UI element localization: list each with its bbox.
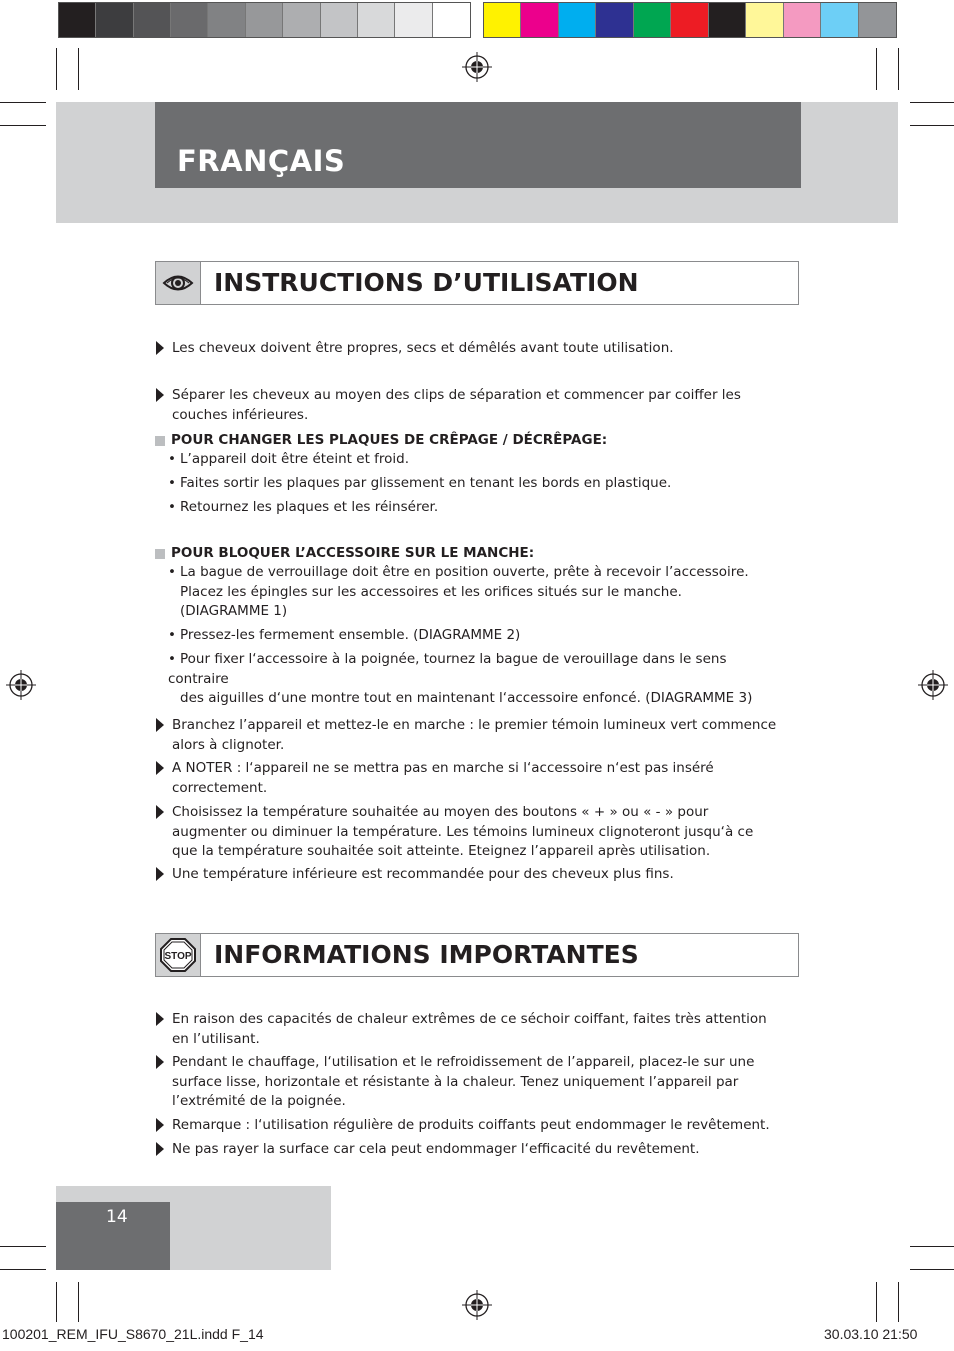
section-icon-box bbox=[156, 262, 201, 304]
gray-swatch bbox=[283, 3, 320, 37]
crop-mark bbox=[910, 102, 954, 103]
arrow-bullet-icon bbox=[156, 1055, 164, 1069]
crop-mark bbox=[78, 48, 79, 90]
bullet-text: (DIAGRAMME 1) bbox=[180, 603, 288, 619]
crop-mark bbox=[898, 1282, 899, 1322]
registration-mark-icon bbox=[6, 670, 36, 700]
arrow-bullet-icon bbox=[156, 805, 164, 819]
section-title: INFORMATIONS IMPORTANTES bbox=[214, 940, 639, 969]
crop-mark bbox=[0, 1269, 46, 1270]
subheading: POUR CHANGER LES PLAQUES DE CRÊPAGE / DÉCRÊPAGE: bbox=[171, 432, 608, 448]
stop-sign-icon bbox=[156, 934, 200, 976]
arrow-bullet-icon bbox=[156, 761, 164, 775]
bullet-text: Placez les épingles sur les accessoires et les orifices situés sur le manche. bbox=[180, 583, 682, 600]
bullet-item: • Faites sortir les plaques par glissement en tenant les bords en plastique. bbox=[168, 475, 672, 491]
color-swatch bbox=[746, 3, 783, 37]
paragraph: Les cheveux doivent être propres, secs et démêlés avant toute utilisation. bbox=[172, 340, 674, 356]
bullet-text: Pour fixer l‘accessoire à la poignée, tournez la bague de verouillage dans le sens contraire bbox=[168, 651, 727, 687]
paragraph: Une température inférieure est recommandée pour des cheveux plus fins. bbox=[172, 866, 674, 882]
text-line: Séparer les cheveux au moyen des clips de séparation et commencer par coiffer les bbox=[172, 387, 741, 403]
square-bullet-icon bbox=[155, 549, 165, 559]
arrow-bullet-icon bbox=[156, 388, 164, 402]
section-header-important bbox=[155, 933, 799, 977]
text-line: en l’utilisant. bbox=[172, 1030, 260, 1047]
text-line: augmenter ou diminuer la température. Les témoins lumineux clignoteront jusqu‘à ce bbox=[172, 823, 754, 840]
arrow-bullet-icon bbox=[156, 341, 164, 355]
text-line: que la température souhaitée soit atteinte. Eteignez l’appareil après utilisation. bbox=[172, 843, 711, 859]
bullet-text: L’appareil doit être éteint et froid. bbox=[180, 451, 410, 467]
arrow-bullet-icon bbox=[156, 718, 164, 732]
crop-mark bbox=[876, 48, 877, 90]
crop-mark bbox=[910, 1269, 954, 1270]
paragraph: Ne pas rayer la surface car cela peut endommager l‘efficacité du revêtement. bbox=[172, 1141, 700, 1157]
gray-swatch bbox=[96, 3, 133, 37]
process-color-bar bbox=[483, 2, 897, 38]
crop-mark bbox=[898, 48, 899, 90]
text-line: Choisissez la température souhaitée au moyen des boutons « + » ou « - » pour bbox=[172, 804, 709, 820]
color-swatch bbox=[634, 3, 671, 37]
paragraph bbox=[172, 1053, 782, 1112]
bullet-item: • Pour fixer l‘accessoire à la poignée, tournez la bague de verouillage dans le sens contraire des aiguilles d‘une montre tout en maintenant l‘accessoire enfoncé. (DIAGRAMME 3) bbox=[168, 650, 788, 709]
eye-icon bbox=[156, 262, 200, 304]
text-line: Pendant le chauffage, l‘utilisation et le refroidissement de l’appareil, placez-le sur une bbox=[172, 1054, 755, 1070]
color-swatch bbox=[709, 3, 746, 37]
arrow-bullet-icon bbox=[156, 867, 164, 881]
arrow-bullet-icon bbox=[156, 1118, 164, 1132]
paragraph bbox=[172, 1010, 782, 1049]
section-title: INSTRUCTIONS D’UTILISATION bbox=[214, 268, 639, 297]
bullet-text: des aiguilles d‘une montre tout en maintenant l‘accessoire enfoncé. (DIAGRAMME 3) bbox=[180, 690, 753, 706]
crop-mark bbox=[910, 125, 954, 126]
paragraph bbox=[172, 759, 782, 798]
text-line: Branchez l’appareil et mettez-le en marche : le premier témoin lumineux vert commence bbox=[172, 717, 777, 733]
text-line: couches inférieures. bbox=[172, 406, 309, 423]
file-slug: 100201_REM_IFU_S8670_21L.indd F_14 bbox=[2, 1326, 264, 1342]
crop-mark bbox=[56, 48, 57, 90]
crop-mark bbox=[876, 1282, 877, 1322]
text-line: l’extrémité de la poignée. bbox=[172, 1093, 346, 1109]
gray-swatch bbox=[433, 3, 470, 37]
text-line: En raison des capacités de chaleur extrêmes de ce séchoir coiffant, faites très attention bbox=[172, 1011, 767, 1027]
color-swatch bbox=[521, 3, 558, 37]
color-swatch bbox=[784, 3, 821, 37]
gray-swatch bbox=[134, 3, 171, 37]
crop-mark bbox=[910, 1246, 954, 1247]
gray-swatch bbox=[358, 3, 395, 37]
paragraph bbox=[172, 803, 782, 862]
bullet-text: La bague de verrouillage doit être en position ouverte, prête à recevoir l’accessoire. bbox=[180, 564, 749, 580]
date-slug: 30.03.10 21:50 bbox=[824, 1326, 918, 1342]
color-swatch bbox=[821, 3, 858, 37]
section-icon-box bbox=[156, 934, 201, 976]
crop-mark bbox=[78, 1282, 79, 1322]
bullet-text: Faites sortir les plaques par glissement en tenant les bords en plastique. bbox=[180, 475, 672, 491]
bullet-item: • Retournez les plaques et les réinsérer. bbox=[168, 499, 439, 515]
crop-mark bbox=[0, 125, 46, 126]
paragraph: Remarque : l‘utilisation régulière de produits coiffants peut endommager le revêtement. bbox=[172, 1117, 770, 1133]
crop-mark bbox=[56, 1282, 57, 1322]
bullet-text: Retournez les plaques et les réinsérer. bbox=[180, 499, 439, 515]
square-bullet-icon bbox=[155, 436, 165, 446]
page-number: 14 bbox=[106, 1207, 128, 1227]
bullet-item: • La bague de verrouillage doit être en position ouverte, prête à recevoir l’accessoire. Placez les épingles sur les accessoires et les orifices situés sur le manche. (DIAGRAMME 1) bbox=[168, 563, 788, 622]
registration-mark-icon bbox=[918, 670, 948, 700]
registration-mark-icon bbox=[462, 52, 492, 82]
section-header-instructions bbox=[155, 261, 799, 305]
stop-sign-label: STOP bbox=[164, 951, 192, 962]
gray-swatch bbox=[246, 3, 283, 37]
arrow-bullet-icon bbox=[156, 1142, 164, 1156]
subheading: POUR BLOQUER L’ACCESSOIRE SUR LE MANCHE: bbox=[171, 545, 535, 561]
gray-swatch bbox=[171, 3, 208, 37]
paragraph bbox=[172, 716, 782, 755]
color-swatch bbox=[484, 3, 521, 37]
gray-swatch bbox=[395, 3, 432, 37]
language-title: FRANÇAIS bbox=[177, 144, 346, 178]
arrow-bullet-icon bbox=[156, 1012, 164, 1026]
color-swatch bbox=[859, 3, 896, 37]
text-line: surface lisse, horizontale et résistante à la chaleur. Tenez uniquement l’appareil par bbox=[172, 1073, 739, 1090]
bullet-item: • L’appareil doit être éteint et froid. bbox=[168, 451, 410, 467]
registration-mark-icon bbox=[462, 1290, 492, 1320]
gray-color-bar bbox=[58, 2, 471, 38]
text-line: alors à clignoter. bbox=[172, 736, 285, 753]
text-line: A NOTER : l‘appareil ne se mettra pas en marche si l‘accessoire n‘est pas inséré bbox=[172, 760, 714, 776]
gray-swatch bbox=[321, 3, 358, 37]
text-line: correctement. bbox=[172, 779, 268, 796]
gray-swatch bbox=[208, 3, 245, 37]
crop-mark bbox=[0, 102, 46, 103]
bullet-text: Pressez-les fermement ensemble. (DIAGRAMME 2) bbox=[180, 627, 521, 643]
bullet-item: • Pressez-les fermement ensemble. (DIAGRAMME 2) bbox=[168, 627, 521, 643]
crop-mark bbox=[0, 1246, 46, 1247]
color-swatch bbox=[596, 3, 633, 37]
paragraph bbox=[172, 386, 782, 425]
color-swatch bbox=[559, 3, 596, 37]
color-swatch bbox=[671, 3, 708, 37]
gray-swatch bbox=[59, 3, 96, 37]
